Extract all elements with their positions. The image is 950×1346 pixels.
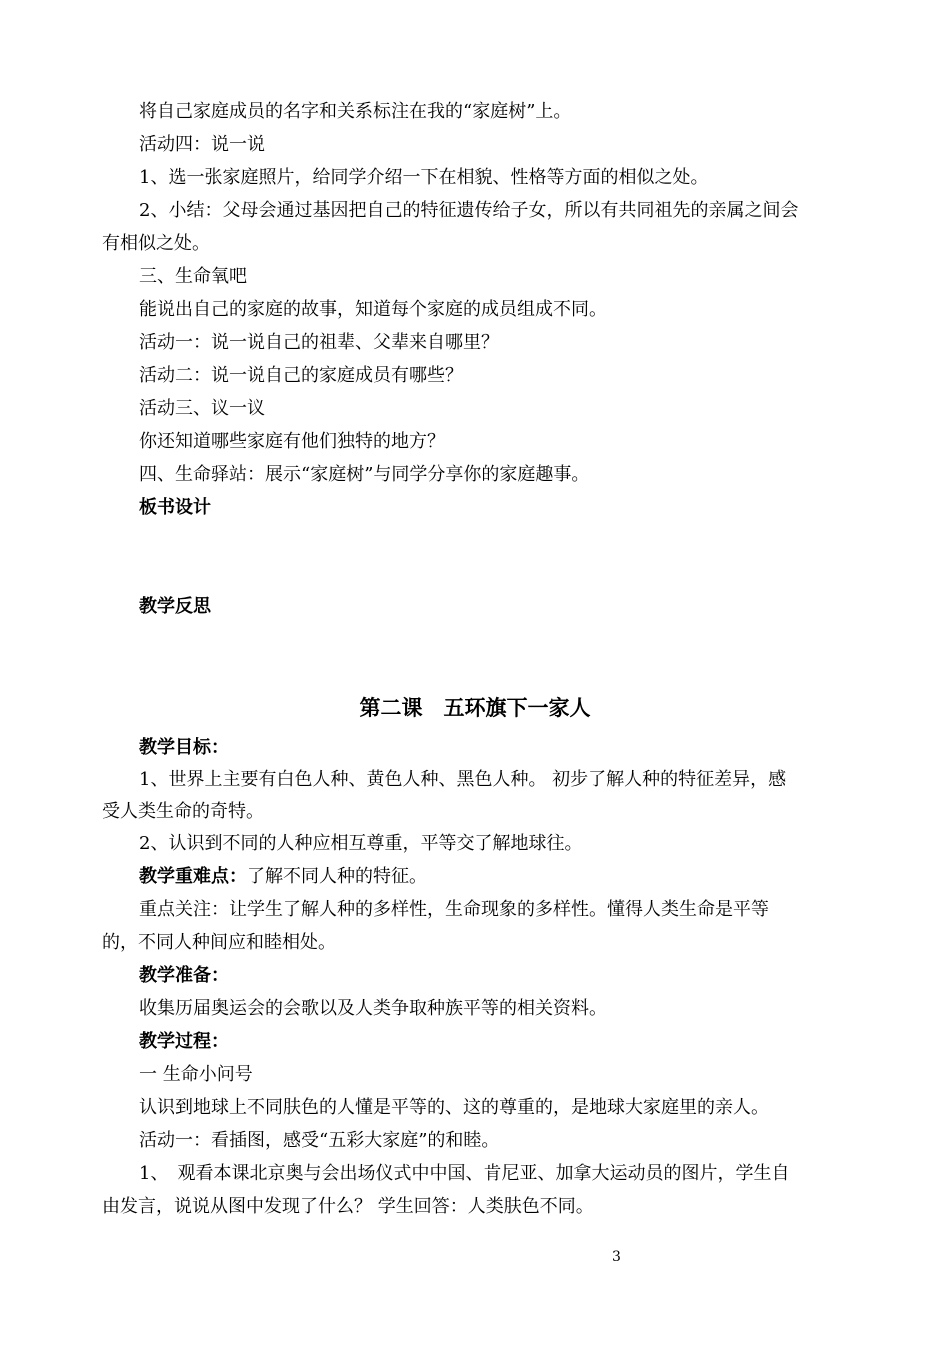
paragraph-photo: 1、选一张家庭照片，给同学介绍一下在相貌、性格等方面的相似之处。: [139, 167, 709, 188]
key-points: [139, 865, 842, 889]
process-heading: 教学过程：: [139, 1031, 229, 1052]
reflection-heading: 教学反思: [139, 596, 211, 617]
paragraph-summary-continued: 有相似之处。: [102, 233, 210, 254]
activity-one: 活动一：说一说自己的祖辈、父辈来自哪里？: [139, 332, 499, 353]
item-one: 1、 观看本课北京奥与会出场仪式中中国、肯尼亚、加拿大运动员的图片，学生自: [139, 1163, 790, 1184]
focus-paragraph-continued: 的，不同人种间应和睦相处。: [102, 932, 336, 953]
lesson-title: 第二课 五环旗下一家人: [359, 696, 591, 720]
paragraph-family-tree: 将自己家庭成员的名字和关系标注在我的“家庭树”上。: [139, 101, 572, 122]
key-points-text: 了解不同人种的特征。: [247, 866, 427, 887]
goal-one-continued: 受人类生命的奇特。: [102, 801, 264, 822]
goals-heading: 教学目标：: [139, 737, 229, 758]
section-four-heading: 四、生命驿站：展示“家庭树”与同学分享你的家庭趣事。: [139, 464, 590, 485]
preparation-heading: 教学准备：: [139, 965, 229, 986]
item-one-continued: 由发言，说说从图中发现了什么？ 学生回答：人类肤色不同。: [102, 1196, 594, 1217]
step-one-heading: 一 生命小问号: [139, 1064, 253, 1085]
page-number: 3: [612, 1249, 621, 1265]
goal-two: 2、认识到不同的人种应相互尊重，平等交了解地球往。: [139, 833, 583, 854]
activity-two: 活动二：说一说自己的家庭成员有哪些？: [139, 365, 463, 386]
paragraph-family-story: 能说出自己的家庭的故事，知道每个家庭的成员组成不同。: [139, 299, 607, 320]
activity-four-heading: 活动四：说一说: [139, 134, 265, 155]
step-one-text: 认识到地球上不同肤色的人懂是平等的、这的尊重的，是地球大家庭里的亲人。: [139, 1097, 769, 1118]
section-three-heading: 三、生命氧吧: [139, 266, 247, 287]
key-points-label: 教学重难点：: [139, 866, 247, 887]
activity-one-illustration: 活动一：看插图，感受“五彩大家庭”的和睦。: [139, 1130, 500, 1151]
activity-three: 活动三、议一议: [139, 398, 265, 419]
goal-one: 1、世界上主要有白色人种、黄色人种、黑色人种。 初步了解人种的特征差异，感: [139, 769, 787, 790]
preparation-text: 收集历届奥运会的会歌以及人类争取种族平等的相关资料。: [139, 998, 607, 1019]
paragraph-summary: 2、小结：父母会通过基因把自己的特征遗传给子女，所以有共同祖先的亲属之间会: [139, 200, 799, 221]
paragraph-unique-families: 你还知道哪些家庭有他们独特的地方？: [139, 431, 445, 452]
focus-paragraph: 重点关注：让学生了解人种的多样性，生命现象的多样性。懂得人类生命是平等: [139, 899, 769, 920]
board-design-heading: 板书设计: [139, 497, 211, 518]
